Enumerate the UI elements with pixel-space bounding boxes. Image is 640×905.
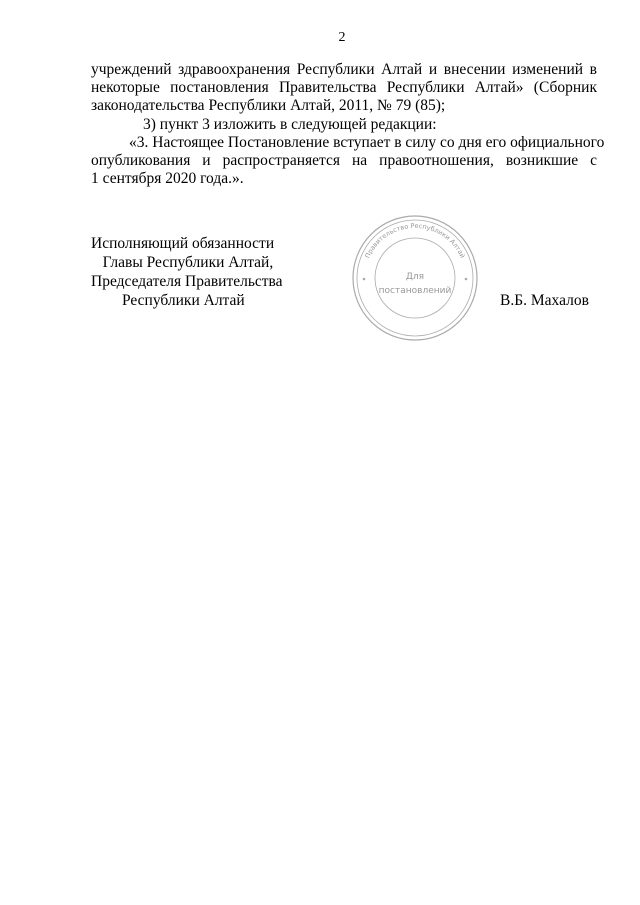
paragraph-line: опубликования и распространяется на правоотношения, возникшие с <box>91 152 597 170</box>
position-line: Исполняющий обязанности <box>91 235 275 253</box>
paragraph-line: учреждений здравоохранения Республики Алтай и внесении изменений в <box>91 61 597 78</box>
signature-block <box>91 234 597 310</box>
document-body <box>91 61 605 188</box>
page-number: 2 <box>338 30 346 45</box>
document-content <box>91 61 605 310</box>
paragraph-line: «3. Настоящее Постановление вступает в силу со дня его официального <box>129 133 605 151</box>
paragraph-line: 3) пункт 3 изложить в следующей редакции: <box>143 115 437 133</box>
position-line: Председателя Правительства <box>91 273 283 291</box>
stamp-center-line: постановлений <box>378 286 452 296</box>
paragraph-line: законодательства Республики Алтай, 2011, № 79 (85); <box>91 97 446 115</box>
stamp-center-line: Для <box>405 272 425 282</box>
position-line: Главы Республики Алтай, <box>91 254 274 272</box>
stamp-ring-text: Правительство Республики Алтай <box>363 221 467 260</box>
position-line: Республики Алтай <box>91 292 245 310</box>
paragraph-line: 1 сентября 2020 года.». <box>91 170 244 188</box>
official-stamp <box>350 213 480 343</box>
signatory-name: В.Б. Махалов <box>500 292 589 310</box>
stamp-star-icon <box>363 278 366 281</box>
stamp-star-icon <box>465 278 468 281</box>
paragraph-line: некоторые постановления Правительства Республики Алтай» (Сборник <box>91 79 597 97</box>
